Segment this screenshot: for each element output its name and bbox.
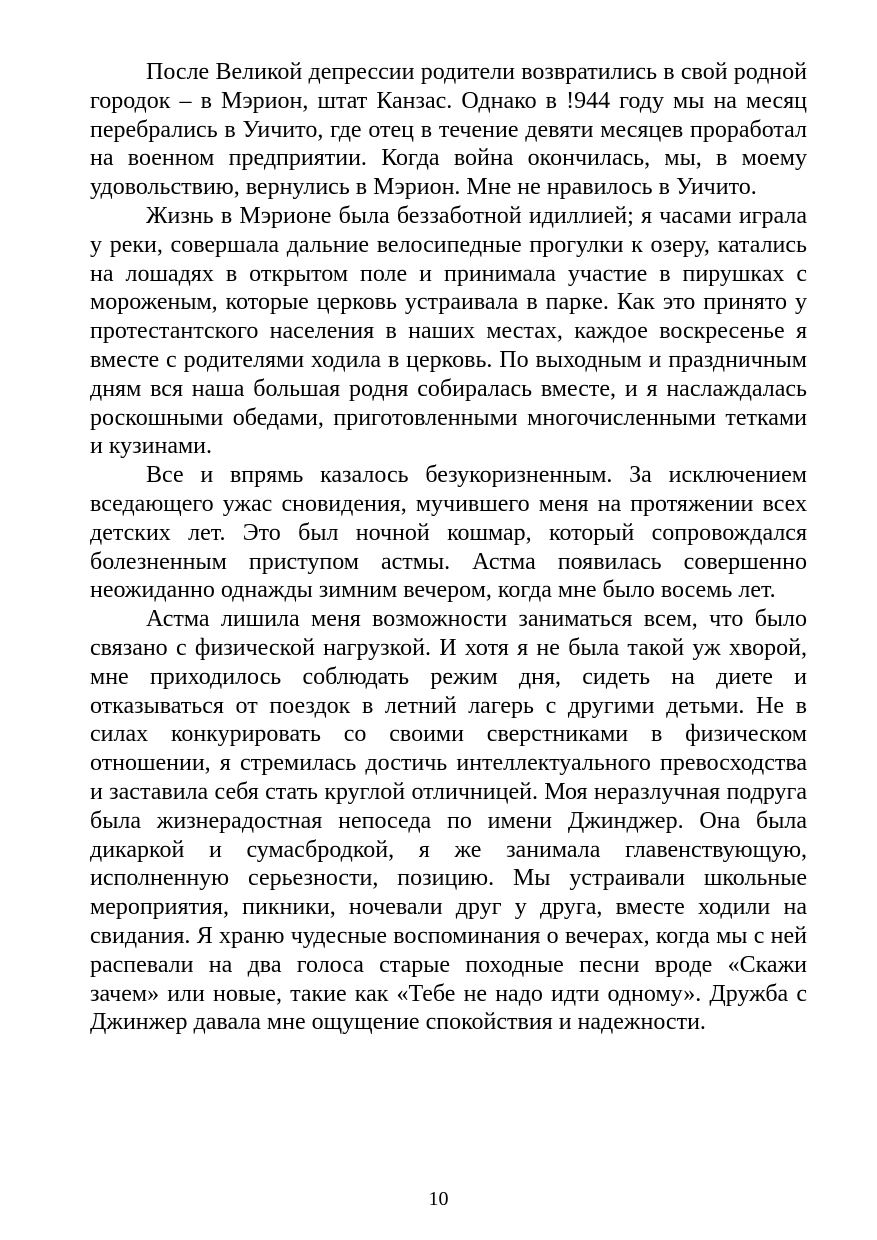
paragraph-3: Все и впрямь казалось безукоризненным. За исключением вседающего ужас сновидения, мучившего меня на протяжении всех детских лет. Это был ночной кошмар, который сопровождался болезненным приступом астмы. Астма появилась совершенно неожиданно однажды зимним вечером, когда мне было восемь лет.: [90, 462, 807, 604]
paragraph-2: Жизнь в Мэрионе была беззаботной идиллией; я часами играла у реки, совершала дальние велосипедные прогулки к озеру, катались на лошадях в открытом поле и принимала участие в пирушках с мороженым, которые церковь устраивала в парке. Как это принято у протестантского населения в наших местах, каждое воскресенье я вместе с родителями ходила в церковь. По выходным и праздничным дням вся наша большая родня собиралась вместе, и я наслаждалась роскошными обедами, приготовленными многочисленными тетками и кузинами.: [90, 202, 807, 460]
body-text: [90, 58, 807, 1037]
paragraph-1: После Великой депрессии родители возвратились в свой родной городок – в Мэрион, штат Канзас. Однако в !944 году мы на месяц перебрались в Уичито, где отец в течение девяти месяцев проработал на военном предприятии. Когда война окончилась, мы, в моему удовольствию, вернулись в Мэрион. Мне не нравилось в Уичито.: [90, 59, 807, 201]
page-number: 10: [428, 1188, 449, 1210]
paragraph-4: Астма лишила меня возможности заниматься всем, что было связано с физической нагрузкой. И хотя я не была такой уж хворой, мне приходилось соблюдать режим дня, сидеть на диете и отказываться от поездок в летний лагерь с другими детьми. Не в силах конкурировать со своими сверстниками в физическом отношении, я стремилась достичь интеллектуального превосходства и заставила себя стать круглой отличницей. Моя неразлучная подруга была жизнерадостная непоседа по имени Джинджер. Она была дикаркой и сумасбродкой, я же занимала главенствующую, исполненную серьезности, позицию. Мы устраивали школьные мероприятия, пикники, ночевали друг у друга, вместе ходили на свидания. Я храню чудесные воспоминания о вечерах, когда мы с ней распевали на два голоса старые походные песни вроде «Скажи зачем» или новые, такие как «Тебе не надо идти одному». Дружба с Джинжер давала мне ощущение спокойствия и надежности.: [90, 606, 807, 1036]
